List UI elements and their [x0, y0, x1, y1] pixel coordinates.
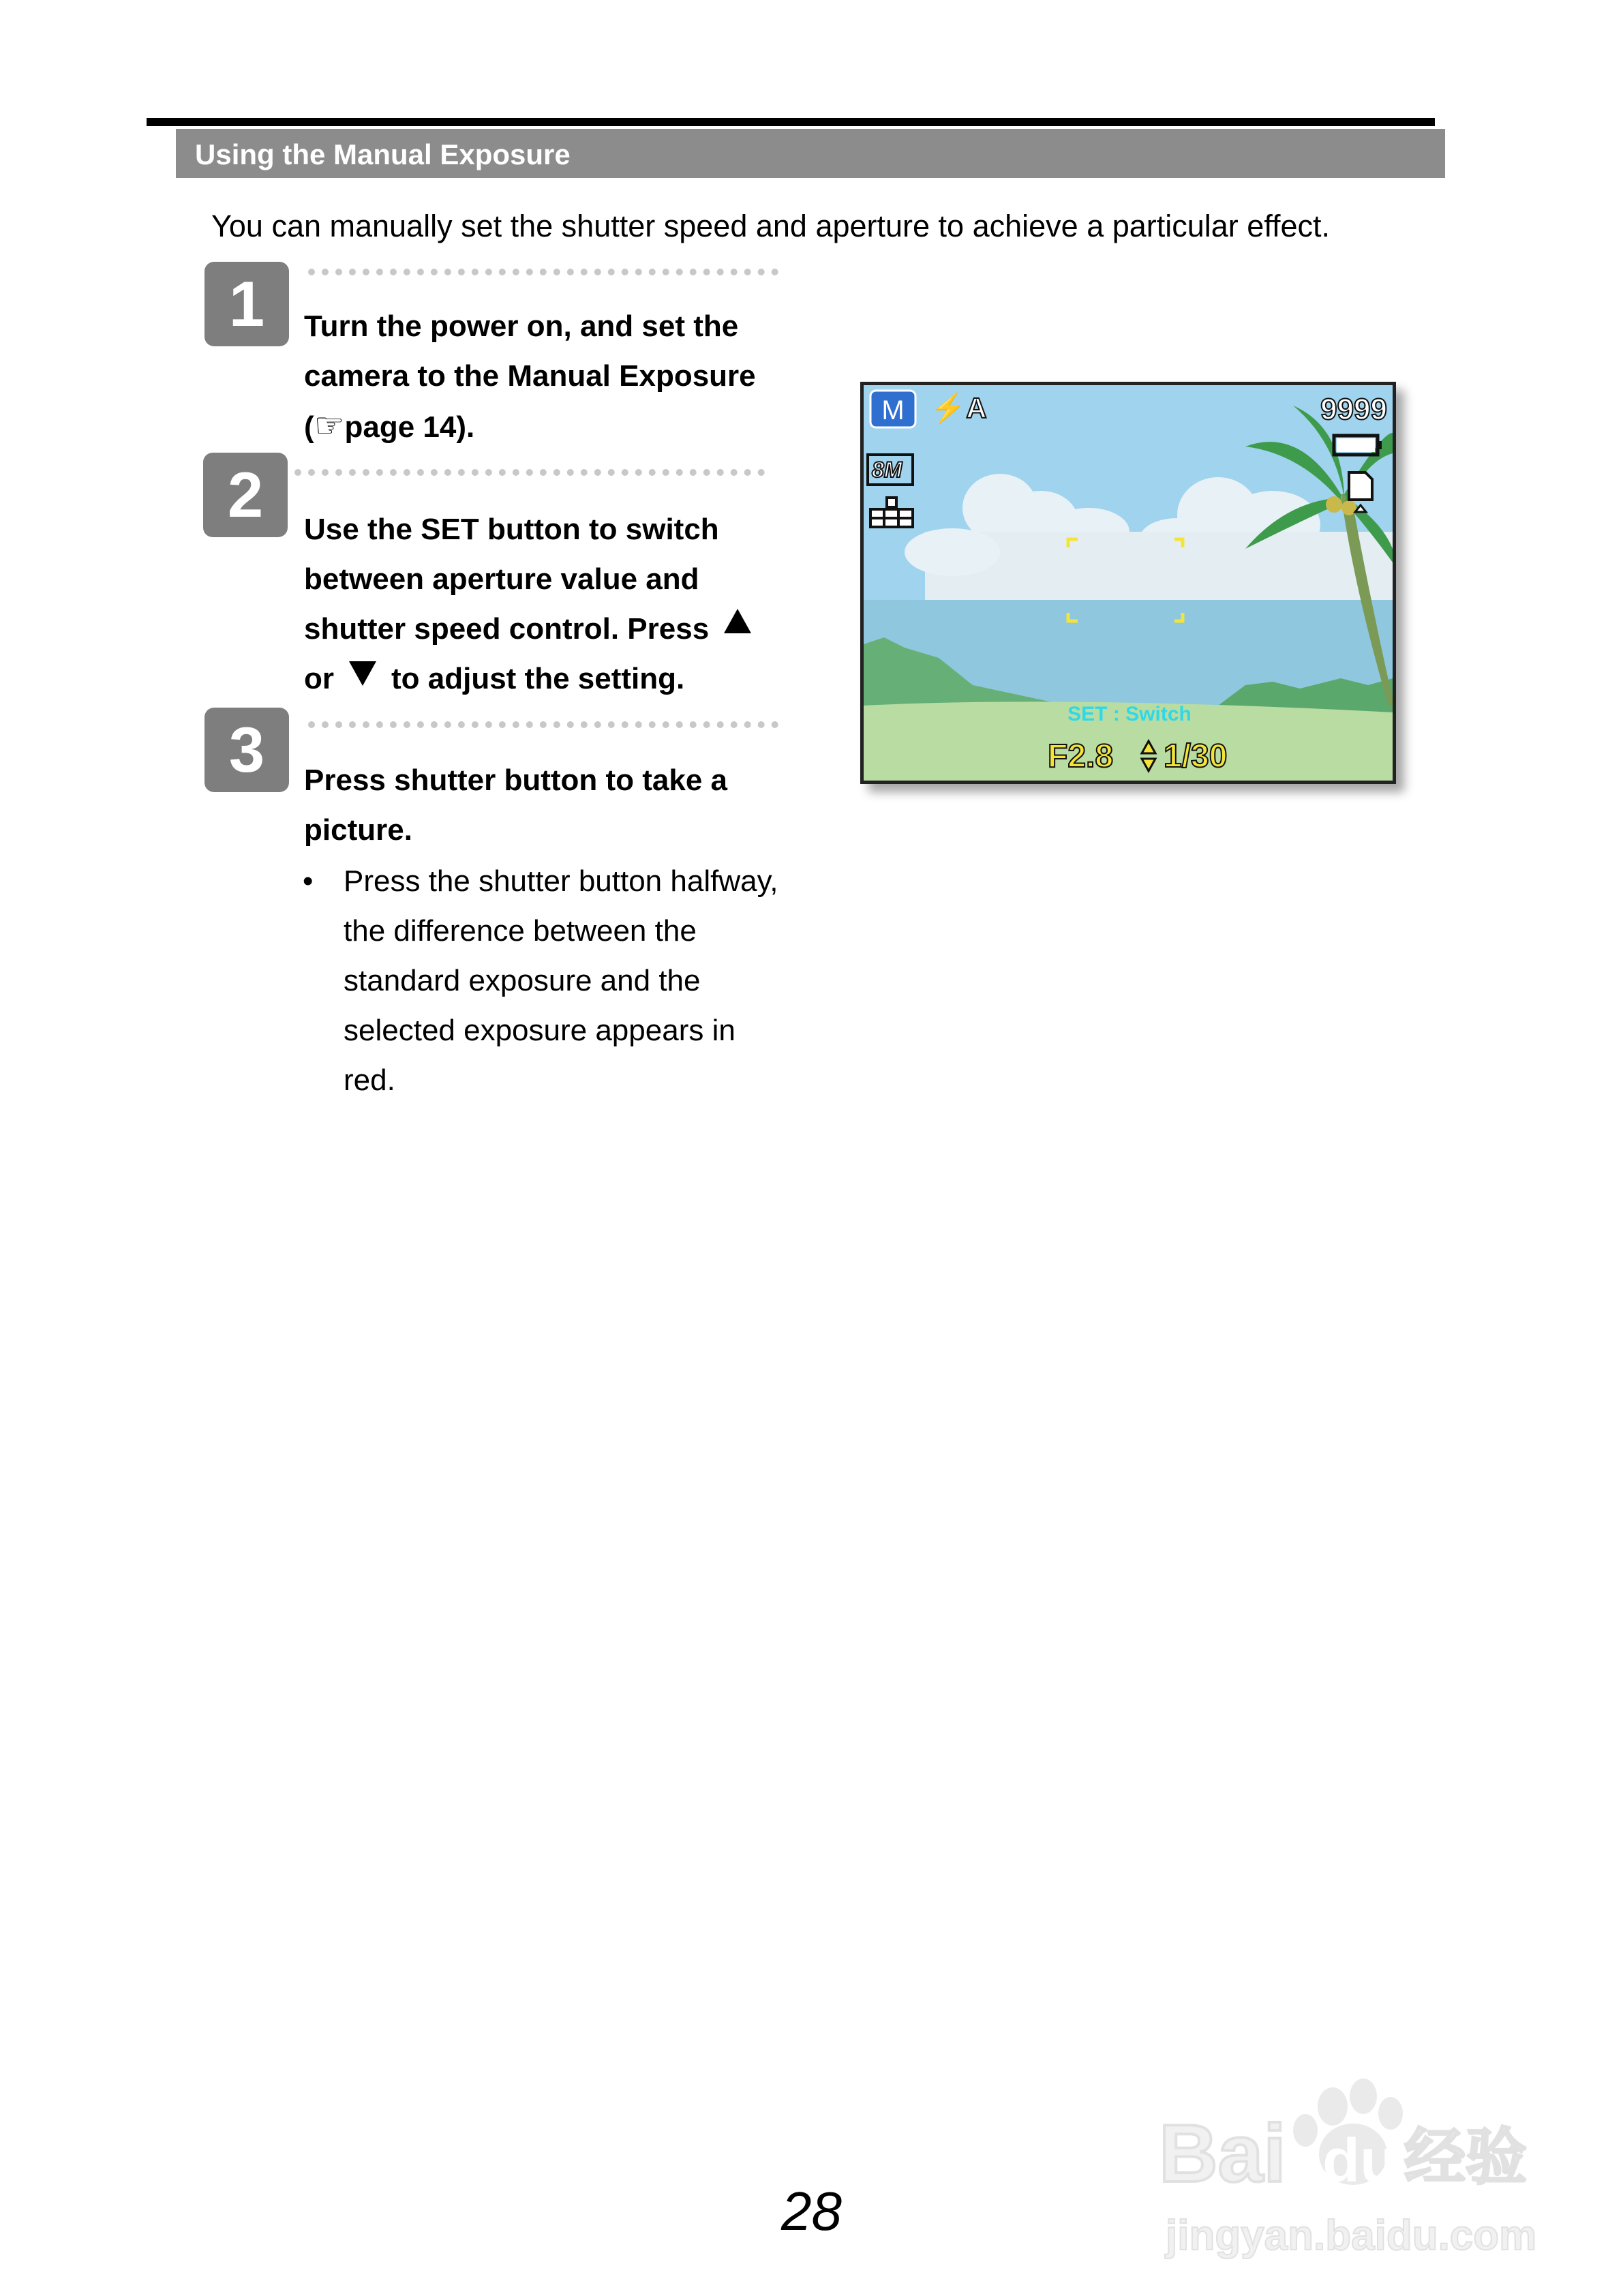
section-header: [176, 129, 1445, 178]
flash-auto-icon: ⚡A: [930, 392, 987, 424]
aperture-value: F2.8: [1048, 738, 1114, 774]
step-1-badge: 1: [204, 262, 289, 346]
step-1-text: Turn the power on, and set the camera to the Manual Exposure (☞page 14).: [304, 301, 756, 452]
shutter-speed-value: 1/30: [1164, 738, 1228, 774]
mode-label: M: [881, 395, 905, 425]
intro-text: You can manually set the shutter speed and aperture to achieve a particular effect.: [211, 209, 1331, 243]
top-rule: [147, 118, 1435, 126]
resolution-label: 8M: [872, 457, 902, 482]
step-1-divider: [308, 269, 778, 275]
page-number: 28: [781, 2181, 842, 2241]
step-3-text: Press shutter button to take a picture.: [304, 764, 728, 847]
svg-text:du: du: [1322, 2127, 1397, 2195]
bullet-note: • Press the shutter button halfway, the difference between the standard exposure and the selected exposure appears in red.: [303, 864, 778, 1097]
hand-pointer-icon: ☞: [314, 406, 345, 444]
step-2-badge: 2: [203, 453, 288, 537]
section-title: Using the Manual Exposure: [195, 138, 571, 170]
step-3-divider: [308, 721, 778, 728]
svg-text:Bai: Bai: [1159, 2108, 1286, 2199]
step-2-text: Use the SET button to switch between aperture value and shutter speed control. Press or to adjust the setting.: [304, 504, 766, 704]
sd-card-icon: [1349, 472, 1372, 500]
step-3-badge: 3: [204, 708, 289, 792]
step-2-divider: [294, 469, 765, 476]
down-arrow-icon: [349, 661, 376, 686]
camera-lcd-screen: [860, 382, 1396, 784]
set-switch-hint: SET : Switch: [1067, 703, 1192, 725]
shots-remaining: 9999: [1320, 393, 1387, 426]
baidu-watermark-logo: [1159, 2066, 1541, 2270]
camera-scene: [864, 385, 1393, 781]
up-arrow-icon: [724, 609, 751, 633]
svg-text:经验: 经验: [1404, 2121, 1527, 2193]
svg-text:jingyan.baidu.com: jingyan.baidu.com: [1166, 2212, 1537, 2259]
